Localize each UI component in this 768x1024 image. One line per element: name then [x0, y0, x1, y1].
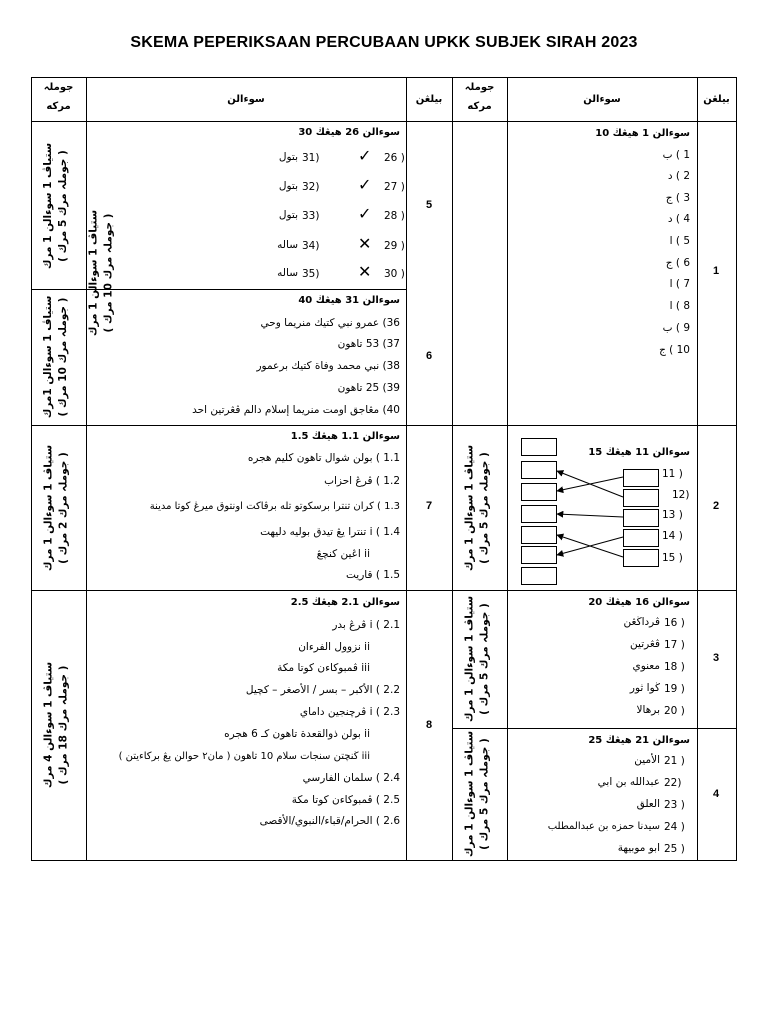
section-heading: سوءالن 1.1 هيڠڬ 1.5	[290, 431, 400, 442]
answer-line: 5 ) ا	[669, 235, 690, 247]
question-number: 26 )	[384, 152, 405, 164]
col-divider	[406, 77, 407, 861]
question-number: 29 )	[384, 240, 405, 252]
row-divider	[31, 860, 737, 861]
answer-line: 40) مڠاجق اومت منريما إسلام دالم ڤڠرتين احد	[192, 404, 400, 416]
header-bilangan: بيلڠن	[415, 94, 443, 105]
answer-text: ڤرداڬڠن	[623, 616, 660, 628]
answer-text: بتول	[278, 209, 298, 221]
check-mark-icon: ✓	[358, 146, 372, 165]
answer-line: ii نزوول الفرءان	[298, 641, 370, 653]
answer-line: ii اڠين كنچڠ	[316, 548, 370, 560]
match-arrow	[557, 471, 623, 497]
question-number: 17 )	[664, 639, 685, 651]
cross-mark-icon: ✕	[358, 234, 372, 253]
col-divider	[736, 77, 737, 861]
answer-line: 1.3 ) كران تنترا برسكوتو تله برڤاكت اونتوق ميرڠ كوتا مدينة	[149, 501, 400, 512]
question-bil: 4	[712, 788, 720, 800]
question-bil: 5	[425, 199, 433, 211]
check-mark-icon: ✓	[358, 175, 372, 194]
answer-line: 36) عمرو نبي كتيك منريما وحي	[260, 317, 400, 329]
answer-line: 7 ) ا	[669, 278, 690, 290]
question-number: 12)	[672, 489, 690, 501]
answer-text: بتول	[278, 151, 298, 163]
question-bil: 3	[712, 652, 720, 664]
marks-label: ستياڤ 1 سوءالن 1 مرك ( جوملہ مرك 10 مرك )	[87, 209, 115, 337]
question-number: 31)	[302, 152, 320, 164]
question-bil: 1	[712, 265, 720, 277]
answer-line: 2.4 ) سلمان الفارسي	[302, 772, 400, 784]
question-number: 21 )	[664, 755, 685, 767]
answer-line: 1.1 ) بولن شوال تاهون كليم هجره	[247, 452, 400, 464]
answer-line: 2.3 ) i ڤرچنجين داماي	[299, 706, 400, 718]
question-bil: 8	[425, 719, 433, 731]
answer-line: ii بولن ذوالقعدة تاهون كـ 6 هجره	[224, 728, 370, 740]
row-divider	[31, 121, 737, 122]
answer-text: برهالا	[636, 704, 660, 716]
question-number: 23 )	[664, 799, 685, 811]
section-heading: سوءالن 26 هيڠڬ 30	[298, 127, 400, 138]
answer-line: 8 ) ا	[669, 300, 690, 312]
answer-line: 2.6 ) الحرام/قباء/النبوي/الأقصى	[259, 815, 400, 827]
question-number: 15 )	[662, 552, 683, 564]
question-number: 32)	[302, 181, 320, 193]
answer-line: 2 ) د	[667, 170, 690, 182]
answer-text: بتول	[278, 180, 298, 192]
marks-label: ستياڤ 1 سوءالن 1 مرك ( جوملہ مرك 2 مرك )	[42, 444, 70, 572]
question-number: 24 )	[664, 821, 685, 833]
question-number: 19 )	[664, 683, 685, 695]
question-number: 14 )	[662, 530, 683, 542]
answer-text: ساله	[277, 267, 298, 279]
section-heading: سوءالن 1 هيڠڬ 10	[595, 128, 690, 139]
question-number: 22)	[664, 777, 682, 789]
header-bilangan: بيلڠن	[703, 94, 730, 105]
answer-line: 2.1 ) i ڤرڠ بدر	[332, 619, 400, 631]
answer-text: الأمين	[634, 754, 660, 766]
answer-text: معنوي	[632, 660, 660, 672]
marks-label: ستياڤ 1 سوءالن 1 مرك ( جوملہ مرك 5 مرك )	[42, 142, 69, 270]
answer-text: ابو موبيهة	[617, 842, 660, 854]
row-divider	[31, 77, 737, 78]
answer-line: 1.4 ) i تنترا يڠ تيدق بوليه دليهت	[260, 526, 400, 538]
answer-text: ڬوا ثور	[629, 682, 660, 694]
section-heading: سوءالن 16 هيڠڬ 20	[588, 597, 690, 608]
marks-label: ستياڤ 1 سوءالن 1 مرك ( جوملہ مرك 5 مرك )	[463, 730, 491, 858]
answer-line: 37) 53 تاهون	[337, 338, 400, 350]
question-number: 28 )	[384, 210, 405, 222]
answer-line: 3 ) ج	[665, 192, 690, 204]
answer-text: ساله	[277, 239, 298, 251]
cross-mark-icon: ✕	[358, 262, 372, 281]
col-divider	[452, 77, 453, 861]
section-heading: سوءالن 2.1 هيڠڬ 2.5	[290, 597, 400, 608]
question-number: 30 )	[384, 268, 405, 280]
marks-label: ستياڤ 1 سوءالن 4 مرك ( جوملہ مرك 18 مرك )	[42, 661, 70, 789]
header-jumlah: جوملہ مركه	[464, 82, 495, 112]
marks-label: ستياڤ 1 سوءالن 1 مرك ( جوملہ مرك 5 مرك )	[463, 444, 491, 572]
question-number: 33)	[302, 210, 320, 222]
answer-line: 9 ) ب	[662, 322, 690, 334]
answer-line: iii ڬنچتن سنجات سلام 10 تاهون ( مان٢ حوالن يڠ بركاءيتن )	[118, 751, 370, 762]
row-divider	[31, 590, 737, 591]
answer-text: ڤڠرتين	[630, 638, 660, 650]
question-number: 11 )	[662, 468, 683, 480]
col-divider	[697, 77, 698, 861]
answer-line: 10 ) ج	[659, 344, 690, 356]
answer-text: العلق	[636, 798, 660, 810]
answer-line: 38) نبي محمد وفاة كتيك برعمور	[256, 360, 400, 372]
match-arrow	[557, 535, 623, 557]
section-heading: سوءالن 11 هيڠڬ 15	[588, 447, 690, 458]
question-number: 34)	[302, 240, 320, 252]
matching-arrows	[507, 425, 697, 590]
question-number: 27 )	[384, 181, 405, 193]
answer-line: 6 ) ج	[665, 257, 690, 269]
answer-line: 2.2 ) الأكبر – بسر / الأصغر – كچيل	[245, 684, 400, 696]
question-bil: 6	[425, 350, 433, 362]
answer-line: 4 ) د	[667, 213, 690, 225]
answer-line: 1 ) ب	[662, 149, 690, 161]
question-number: 16 )	[664, 617, 685, 629]
answer-line: iii ڤمبوكاءن كوتا مكة	[277, 662, 370, 674]
col-divider	[31, 77, 32, 861]
header-soalan: سوءالن	[583, 94, 621, 105]
marks-label: ستياڤ 1 سوءالن 1 مرك ( جوملہ مرك 5 مرك )	[463, 595, 491, 723]
question-bil: 7	[425, 500, 433, 512]
header-jumlah: جوملہ مركه	[43, 82, 74, 112]
answer-text: سيدنا حمزه بن عبدالمطلب	[547, 821, 660, 832]
answer-line: 39) 25 تاهون	[337, 382, 400, 394]
question-number: 20 )	[664, 705, 685, 717]
page-title: SKEMA PEPERIKSAAN PERCUBAAN UPKK SUBJEK SIRAH 2023	[130, 34, 638, 51]
answer-text: عبدالله بن ابي	[597, 776, 660, 788]
answer-line: 1.2 ) ڤرڠ احزاب	[324, 475, 400, 487]
answer-line: 1.5 ) قاريت	[346, 569, 400, 581]
question-number: 13 )	[662, 509, 683, 521]
header-soalan: سوءالن	[227, 94, 265, 105]
section-heading: سوءالن 21 هيڠڬ 25	[588, 735, 690, 746]
question-number: 18 )	[664, 661, 685, 673]
check-mark-icon: ✓	[358, 204, 372, 223]
section-heading: سوءالن 31 هيڠڬ 40	[298, 295, 400, 306]
match-arrow	[557, 514, 623, 517]
question-bil: 2	[712, 500, 720, 512]
answer-line: 2.5 ) ڤمبوكاءن كوتا مكة	[291, 794, 400, 806]
marks-label: ستياڤ 1 سوءالن 1مرك ( جوملہ مرك 10 مرك )	[42, 295, 69, 419]
question-number: 35)	[302, 268, 320, 280]
question-number: 25 )	[664, 843, 685, 855]
